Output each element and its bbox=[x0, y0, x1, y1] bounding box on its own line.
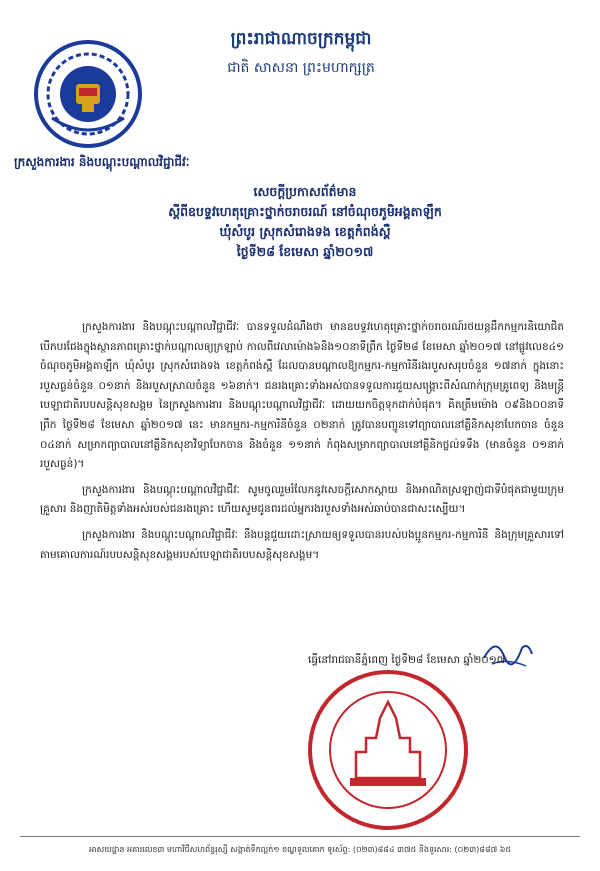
title-line-2: ស្តីពីឧបទ្ទវហេតុគ្រោះថ្នាក់ចរាចរណ៍ នៅចំណុចភូមិអង្គតាឡឹក bbox=[168, 204, 442, 219]
ministry-name: ក្រសួងការងារ និងបណ្តុះបណ្តាលវិជ្ជាជីវៈ bbox=[14, 155, 190, 169]
title-line-3: ឃុំសំបូរ ស្រុកសំរោងទង ខេត្តកំពង់ស្ពឺ bbox=[219, 224, 391, 239]
signature-icon bbox=[478, 628, 538, 678]
announcement-title bbox=[100, 182, 510, 262]
place-date-line: ធ្វើនៅរាជធានីភ្នំពេញ ថ្ងៃទី២៨ ខែមេសា ឆ្នាំ២០១៧ bbox=[308, 654, 506, 666]
national-motto: ជាតិ សាសនា ព្រះមហាក្សត្រ bbox=[227, 60, 375, 76]
title-line-4: ថ្ងៃទី២៨ ខែមេសា ឆ្នាំ២០១៧ bbox=[236, 244, 374, 259]
ministry-logo-icon bbox=[32, 38, 144, 150]
paragraph-2: ក្រសួងការងារ និងបណ្តុះបណ្តាលវិជ្ជាជីវៈ សូមចូលរួមរំលែកនូវសេចក្តីសោកស្តាយ និងអាណិតស្រឡាញ់ជាទីបំផុតជាមួយក្រុមគ្រួសារ និងញាតិមិត្តទាំងអស់របស់ជនរងគ្រោះ ហើយសូមជូនពរដល់អ្នករងរបួសទាំងអស់ឆាប់បានជាសះស្បើយ។ bbox=[40, 483, 564, 516]
footer-address: អាសយដ្ឋាន អគារលេខ៣ មហាវិថីសហព័ន្ធរុស្សី សង្កាត់ទឹកល្អក់១ ខណ្ឌទួលគោក ទូរស័ព្ទ: (០២៣)៨៨៤ ៣៧៥ និងទូរសារ: (០២៣)៨៨៧ ៦៥ bbox=[88, 845, 512, 854]
official-seal-icon bbox=[306, 668, 470, 832]
footer-divider bbox=[20, 836, 580, 837]
announcement-body bbox=[40, 318, 564, 571]
paragraph-3: ក្រសួងការងារ និងបណ្តុះបណ្តាលវិជ្ជាជីវៈ នឹងបន្តជួយដោះស្រាយឲ្យទទួលបានរបស់បងប្អូនកម្មករ-កម្មការិនី និងក្រុមគ្រួសារទៅតាមគោលការណ៍របបសន្តិសុខសង្គមរបស់បេឡាជាតិរបបសន្តិសុខសង្គម។ bbox=[40, 528, 564, 561]
paragraph-1: ក្រសួងការងារ និងបណ្តុះបណ្តាលវិជ្ជាជីវៈ បានទទួលដំណឹងថា មានឧបទ្ទវហេតុគ្រោះថ្នាក់ចរាចរណ៍រថយន្តដឹកកម្មករនិយោជិតបើកបរជែងក្នុងស្ថានភាពគ្រោះថ្នាក់បណ្តាលឲ្យក្រឡាប់ កាលពីវេលាម៉ោង៦និង១០នាទីព្រឹក ថ្ងៃទី២៨ ខែមេសា ឆ្នាំ២០១៧ នៅផ្លូវលេខ៤១ ចំណុចភូមិអង្គតាឡឹក ឃុំសំបូរ ស្រុកសំរោងទង ខេត្តកំពង់ស្ពឺ ដែលបានបណ្តាលឱ្យកម្មករ-កម្មការិនីរងរបួសសរុបចំនួន ១៧នាក់ ក្នុងនោះរបួសធ្ងន់ចំនួន ០១នាក់ និងរបួសស្រាលចំនួន ១៦នាក់។ ជនរងគ្រោះទាំងអស់បានទទួលការជួយសង្គ្រោះពីសំណាក់ក្រុមគ្រូពេទ្យ និងមន្ត្រីបេឡាជាតិរបបសន្តិសុខសង្គម នៃក្រសួងការងារ និងបណ្តុះបណ្តាលវិជ្ជាជីវៈ ដោយយកចិត្តទុកដាក់បំផុត។ គិតត្រឹមម៉ោង ០៩និង០០នាទីព្រឹក ថ្ងៃទី២៨ ខែមេសា ឆ្នាំ២០១៧ នេះ មានកម្មករ-កម្មការិនីចំនួន ០២នាក់ ត្រូវបានបញ្ជូនទៅព្យាបាលនៅគ្លីនិកសុខាបែកចាន ចំនួន ០៤នាក់ សម្រាកព្យាបាលនៅគ្លីនិកសុខាវិទ្យាបែកចាន និងចំនួន ១១នាក់ កំពុងសម្រាកព្យាបាលនៅគ្លីនិកថ្លល់ទទឹង (មានចំនួន ០១នាក់របួសធ្ងន់)។ bbox=[40, 321, 564, 471]
kingdom-heading: ព្រះរាជាណាចក្រកម្ពុជា bbox=[230, 29, 372, 49]
title-line-1: សេចក្តីប្រកាសព័ត៌មាន bbox=[253, 184, 357, 199]
